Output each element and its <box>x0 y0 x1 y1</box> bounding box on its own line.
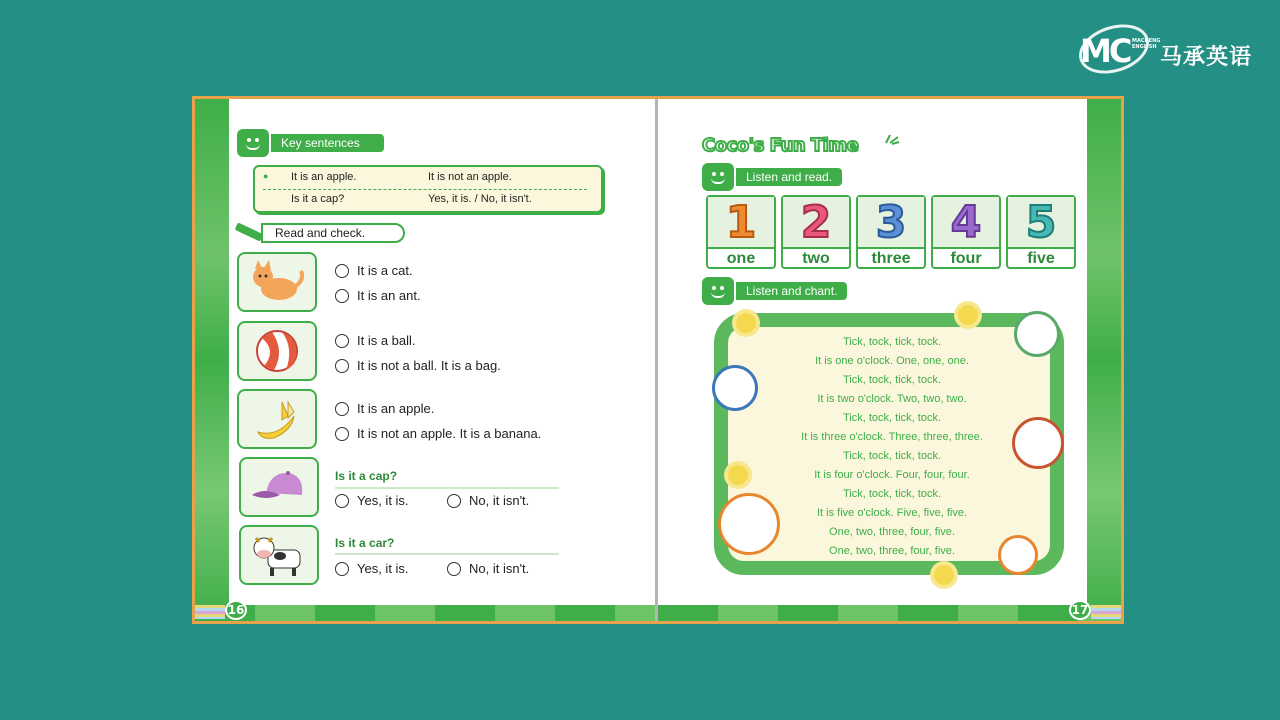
option-label: It is a cat. <box>357 263 413 278</box>
smiley-icon <box>702 163 734 191</box>
cat-icon <box>249 259 305 305</box>
ball-icon <box>252 328 302 374</box>
number-digit: 2 <box>783 197 849 247</box>
page-right <box>658 99 1121 621</box>
number-card <box>931 195 1001 269</box>
chant-line: It is five o'clock. Five, five, five. <box>816 507 968 519</box>
no-option[interactable] <box>447 561 529 576</box>
chant-line: It is four o'clock. Four, four, four. <box>814 469 970 481</box>
key-sentence: It is an apple. <box>291 171 357 183</box>
question-underline <box>335 487 559 489</box>
number-card <box>1006 195 1076 269</box>
chant-line: One, two, three, four, five. <box>829 526 955 538</box>
chant-line: Tick, tock, tick, tock. <box>843 336 941 348</box>
yes-option[interactable] <box>335 561 409 576</box>
option-label: No, it isn't. <box>469 561 530 576</box>
no-option[interactable] <box>447 493 529 508</box>
radio-button[interactable] <box>335 289 349 303</box>
key-sentence: It is not an apple. <box>428 171 512 183</box>
number-digit: 5 <box>1008 197 1074 247</box>
key-row <box>291 171 601 183</box>
cow-picture <box>239 525 319 585</box>
radio-button[interactable] <box>335 359 349 373</box>
key-sentences-heading <box>237 129 384 157</box>
cow-icon <box>250 532 308 578</box>
number-word: five <box>1008 247 1074 269</box>
number-card <box>781 195 851 269</box>
chant-line: Tick, tock, tick, tock. <box>843 450 941 462</box>
radio-button[interactable] <box>447 562 461 576</box>
left-border-decoration <box>195 99 229 621</box>
chant-line: It is two o'clock. Two, two, two. <box>817 393 967 405</box>
key-sentences-title: Key sentences <box>271 134 384 152</box>
number-digit: 3 <box>858 197 924 247</box>
key-sentence: Yes, it is. / No, it isn't. <box>428 193 532 205</box>
textbook-spread <box>192 96 1124 624</box>
radio-button[interactable] <box>335 427 349 441</box>
chant-line: It is one o'clock. One, one, one. <box>815 355 969 367</box>
option-label: It is not a ball. It is a bag. <box>357 358 501 373</box>
chant-text <box>742 333 1042 561</box>
option-label: It is not an apple. It is a banana. <box>357 426 542 441</box>
brand-logo <box>1076 20 1266 78</box>
radio-button[interactable] <box>447 494 461 508</box>
radio-button[interactable] <box>335 264 349 278</box>
number-word: four <box>933 247 999 269</box>
number-word: three <box>858 247 924 269</box>
left-sheet <box>229 99 655 605</box>
page-number: 16 <box>225 600 247 620</box>
flower-icon <box>958 305 978 325</box>
chant-line: Tick, tock, tick, tock. <box>843 374 941 386</box>
question-text: Is it a cap? <box>335 469 398 483</box>
logo-mark: MC <box>1080 32 1130 70</box>
option-label: It is an apple. <box>357 401 435 416</box>
pencil-icon <box>233 225 267 241</box>
logo-subtext: MACHENG ENGLISH <box>1132 38 1161 50</box>
page-left <box>195 99 655 621</box>
banana-icon <box>252 398 302 440</box>
listen-chant-title: Listen and chant. <box>736 282 847 300</box>
ball-picture <box>237 321 317 381</box>
option-label: It is a ball. <box>357 333 416 348</box>
chant-line: It is three o'clock. Three, three, three. <box>801 431 983 443</box>
cap-picture <box>239 457 319 517</box>
cap-icon <box>250 467 308 507</box>
key-sentence: Is it a cap? <box>291 193 345 205</box>
listen-chant-heading <box>702 277 847 305</box>
smiley-icon <box>702 277 734 305</box>
option-label: Yes, it is. <box>357 561 409 576</box>
bullet-icon: ● <box>263 171 269 181</box>
number-card <box>856 195 926 269</box>
read-and-check-heading <box>233 223 405 243</box>
yes-option[interactable] <box>335 493 409 508</box>
option-row[interactable] <box>335 426 541 441</box>
bottom-band <box>658 605 1121 621</box>
stripe-decoration <box>195 605 225 619</box>
chant-line: One, two, three, four, five. <box>829 545 955 557</box>
banana-picture <box>237 389 317 449</box>
chant-line: Tick, tock, tick, tock. <box>843 412 941 424</box>
number-card <box>706 195 776 269</box>
listen-read-title: Listen and read. <box>736 168 842 186</box>
option-label: Yes, it is. <box>357 493 409 508</box>
option-label: It is an ant. <box>357 288 421 303</box>
radio-button[interactable] <box>335 562 349 576</box>
option-row[interactable] <box>335 333 416 348</box>
number-digit: 1 <box>708 197 774 247</box>
key-row <box>291 193 601 205</box>
radio-button[interactable] <box>335 402 349 416</box>
option-row[interactable] <box>335 401 434 416</box>
right-sheet <box>658 99 1087 605</box>
option-row[interactable] <box>335 288 421 303</box>
bottom-band <box>195 605 655 621</box>
sparkle-icon <box>884 129 900 145</box>
radio-button[interactable] <box>335 334 349 348</box>
question-underline <box>335 553 559 555</box>
stripe-decoration <box>1091 605 1121 619</box>
flower-icon <box>736 313 756 333</box>
number-word: one <box>708 247 774 269</box>
smiley-icon <box>237 129 269 157</box>
number-digit: 4 <box>933 197 999 247</box>
dashed-divider <box>263 189 587 190</box>
cat-picture <box>237 252 317 312</box>
option-label: No, it isn't. <box>469 493 530 508</box>
chant-line: Tick, tock, tick, tock. <box>843 488 941 500</box>
listen-read-heading <box>702 163 842 191</box>
right-border-decoration <box>1087 99 1121 621</box>
page-number: 17 <box>1069 600 1091 620</box>
read-and-check-title: Read and check. <box>261 223 405 243</box>
question-text: Is it a car? <box>335 536 395 550</box>
option-row[interactable] <box>335 263 413 278</box>
number-word: two <box>783 247 849 269</box>
radio-button[interactable] <box>335 494 349 508</box>
section-title: Coco's Fun Time <box>702 135 859 156</box>
flower-icon <box>934 565 954 585</box>
logo-chinese: 马承英语 <box>1160 45 1253 70</box>
option-row[interactable] <box>335 358 501 373</box>
key-sentences-box <box>253 165 603 213</box>
